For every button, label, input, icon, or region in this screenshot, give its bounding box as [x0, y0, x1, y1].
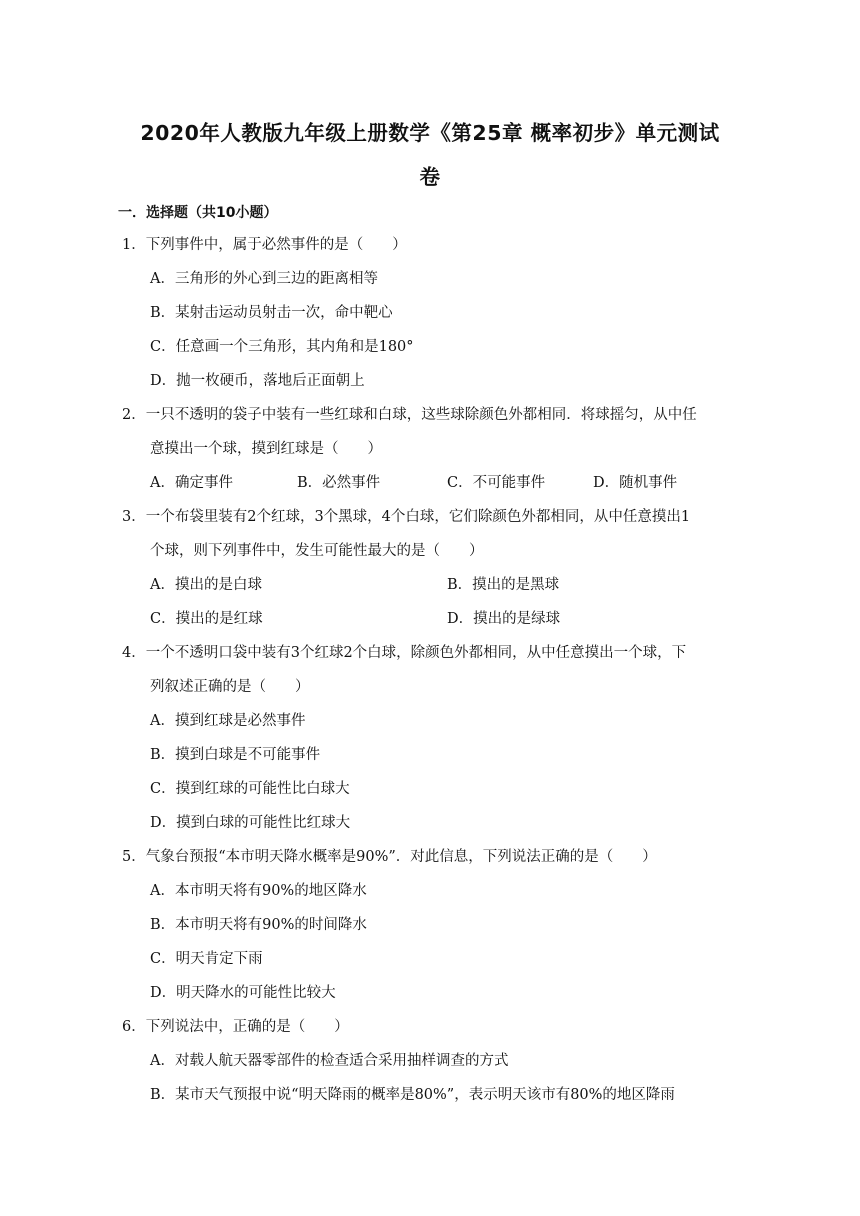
question-1-stem: 1．下列事件中，属于必然事件的是（ ） [122, 237, 407, 253]
question-3-stem-line-1: 3．一个布袋里装有2个红球，3个黑球，4个白球，它们除颜色外都相同，从中任意摸出1 [122, 509, 691, 525]
question-4-option-c: C．摸到红球的可能性比白球大 [150, 781, 350, 797]
document-title-line-2: 卷 [419, 165, 441, 189]
question-5-option-b: B．本市明天将有90%的时间降水 [150, 917, 367, 933]
question-2-option-b: B．必然事件 [297, 475, 381, 491]
question-5-option-c: C．明天肯定下雨 [150, 951, 263, 967]
question-5-stem: 5．气象台预报“本市明天降水概率是90%”．对此信息，下列说法正确的是（ ） [122, 849, 657, 865]
document-title-line-1: 2020年人教版九年级上册数学《第25章 概率初步》单元测试 [140, 121, 720, 145]
question-4-stem-line-1: 4．一个不透明口袋中装有3个红球2个白球，除颜色外都相同，从中任意摸出一个球，下 [122, 645, 687, 661]
question-6-option-a: A．对载人航天器零部件的检查适合采用抽样调查的方式 [150, 1053, 509, 1069]
question-6-option-b: B．某市天气预报中说“明天降雨的概率是80%”，表示明天该市有80%的地区降雨 [150, 1087, 675, 1103]
question-4-option-a: A．摸到红球是必然事件 [150, 713, 306, 729]
question-4-stem-line-2: 列叙述正确的是（ ） [150, 679, 310, 695]
question-1-option-d: D．抛一枚硬币，落地后正面朝上 [150, 373, 365, 389]
section-heading: 一．选择题（共10小题） [118, 205, 278, 221]
question-6-stem: 6．下列说法中，正确的是（ ） [122, 1019, 349, 1035]
question-4-option-d: D．摸到白球的可能性比红球大 [150, 815, 351, 831]
question-2-stem-line-1: 2．一只不透明的袋子中装有一些红球和白球，这些球除颜色外都相同．将球摇匀，从中任 [122, 407, 697, 423]
question-2-option-a: A．确定事件 [150, 475, 233, 491]
question-2-option-d: D．随机事件 [593, 475, 678, 491]
question-1-option-a: A．三角形的外心到三边的距离相等 [150, 271, 378, 287]
question-5-option-d: D．明天降水的可能性比较大 [150, 985, 336, 1001]
question-4-option-b: B．摸到白球是不可能事件 [150, 747, 321, 763]
question-2-option-c: C．不可能事件 [447, 475, 546, 491]
question-5-option-a: A．本市明天将有90%的地区降水 [150, 883, 367, 899]
question-3-option-c: C．摸出的是红球 [150, 611, 263, 627]
question-3-option-b: B．摸出的是黑球 [447, 577, 560, 593]
question-3-stem-line-2: 个球，则下列事件中，发生可能性最大的是（ ） [150, 543, 484, 559]
question-3-option-a: A．摸出的是白球 [150, 577, 262, 593]
question-1-option-c: C．任意画一个三角形，其内角和是180° [150, 339, 414, 355]
question-1-option-b: B．某射击运动员射击一次，命中靶心 [150, 305, 393, 321]
question-3-option-d: D．摸出的是绿球 [447, 611, 561, 627]
question-2-stem-line-2: 意摸出一个球，摸到红球是（ ） [150, 441, 382, 457]
